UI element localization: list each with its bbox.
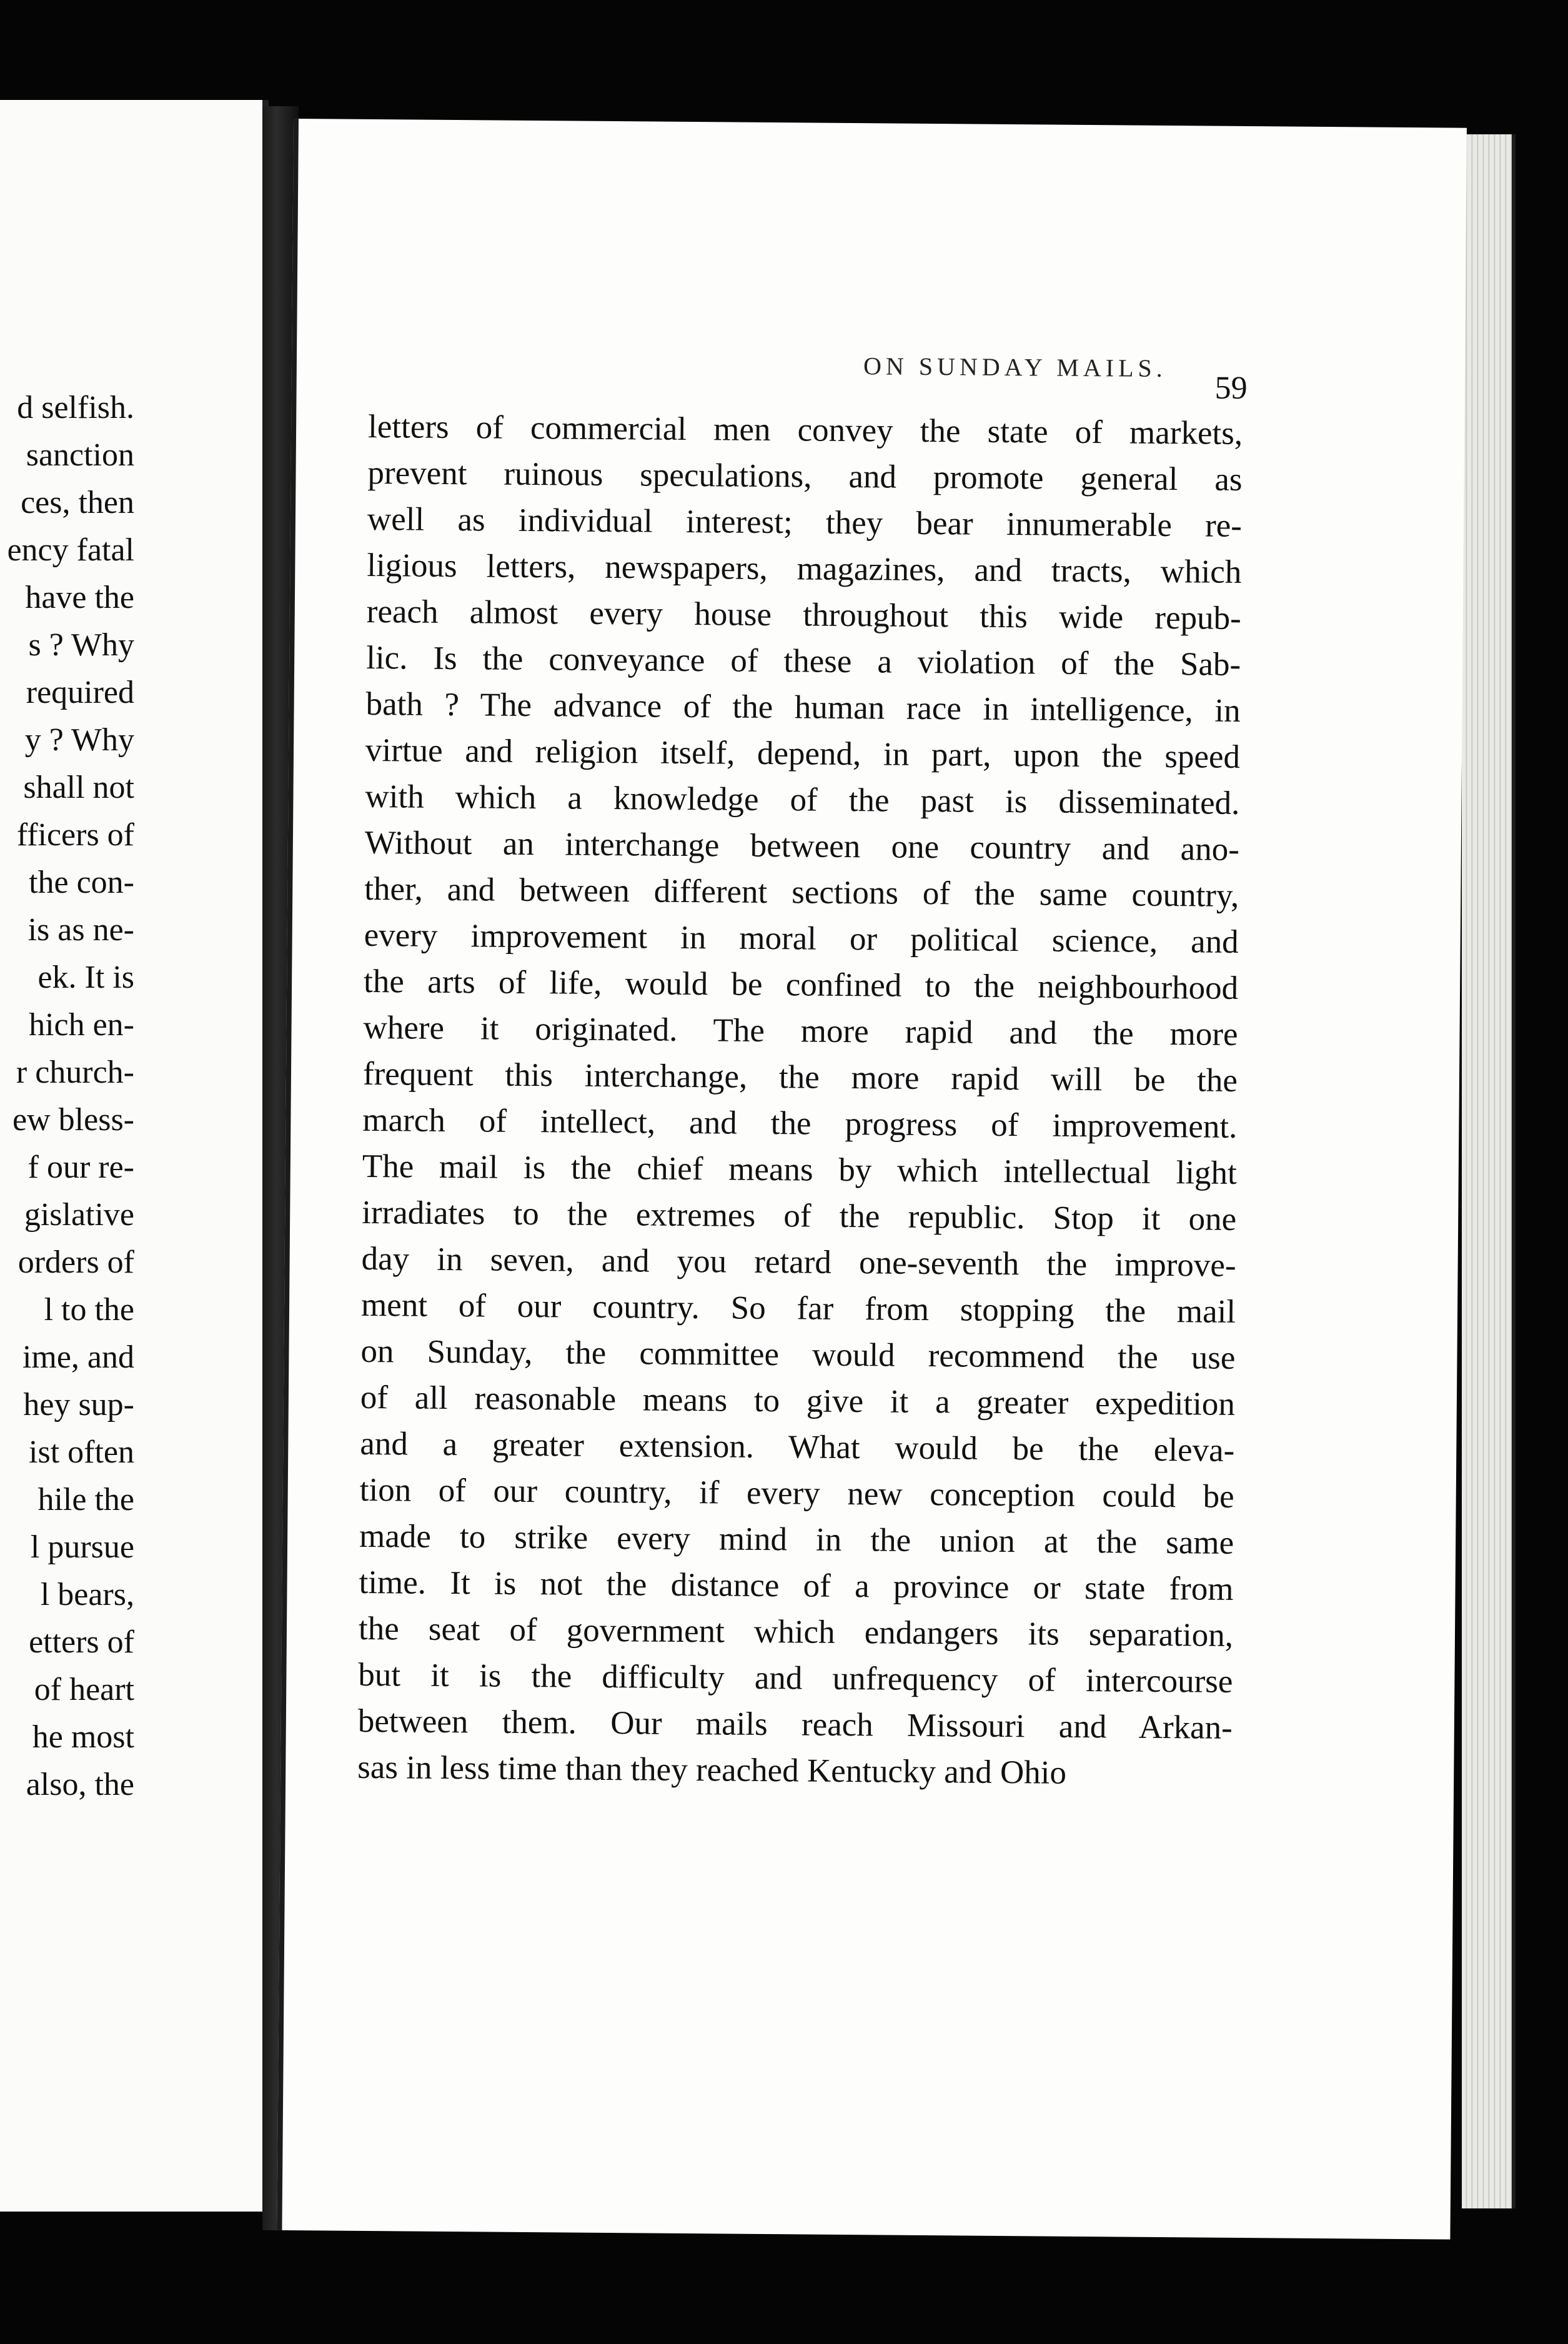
body-line: ment of our country. So far from stopping the mail	[360, 1286, 1236, 1330]
body-line: on Sunday, the committee would recommend the use	[360, 1333, 1236, 1376]
body-line: march of intellect, and the progress of improvement.	[362, 1101, 1238, 1145]
body-line: bath ? The advance of the human race in intelligence, in	[365, 685, 1241, 729]
body-line: frequent this interchange, the more rapid will be the	[362, 1055, 1238, 1099]
left-page-line: required	[26, 675, 134, 710]
body-line: Without an interchange between one country and ano-	[364, 824, 1240, 868]
left-page-line: ist often	[29, 1434, 134, 1470]
left-page-line: have the	[25, 580, 134, 615]
left-page-line: ency fatal	[7, 532, 134, 568]
body-line: ther, and between different sections of the same country,	[364, 870, 1239, 914]
left-page-line: is as ne-	[27, 912, 134, 948]
body-line: time. It is not the distance of a province or state from	[359, 1564, 1234, 1607]
left-page-line: orders of	[17, 1244, 134, 1280]
body-line: virtue and religion itself, depend, in part, upon the speed	[365, 732, 1241, 775]
left-page-line: the con-	[29, 865, 134, 900]
body-line: day in seven, and you retard one-seventh the improve-	[361, 1240, 1236, 1284]
left-page-line: r church-	[16, 1055, 134, 1090]
running-head: ON SUNDAY MAILS.	[863, 352, 1167, 382]
body-line: the seat of government which endangers its separation,	[358, 1610, 1234, 1654]
page-stack-edge	[1462, 134, 1516, 2208]
body-line: reach almost every house throughout this wide repub-	[366, 593, 1241, 637]
body-line: but it is the difficulty and unfrequency of intercourse	[358, 1656, 1233, 1700]
left-page-line: shall not	[23, 770, 134, 805]
left-page-line: d selfish.	[17, 390, 134, 425]
left-page-line: hich en-	[29, 1007, 134, 1043]
left-page-line: he most	[32, 1719, 134, 1755]
left-facing-page	[0, 100, 269, 2212]
left-page-line: ime, and	[22, 1339, 134, 1375]
left-page-line: l to the	[44, 1292, 134, 1328]
left-page-line: etters of	[29, 1624, 134, 1660]
left-page-line: ces, then	[21, 485, 134, 520]
left-page-line: ek. It is	[37, 960, 134, 995]
page-number: 59	[1214, 370, 1248, 407]
body-line: tion of our country, if every new conception could be	[359, 1471, 1234, 1515]
body-line: the arts of life, would be confined to the neighbourhood	[363, 963, 1239, 1006]
left-page-line: hey sup-	[23, 1387, 134, 1423]
left-page-line: of heart	[34, 1672, 134, 1707]
left-page-text-fragments	[7, 384, 134, 1809]
body-line: between them. Our mails reach Missouri and Arkan-	[357, 1702, 1233, 1746]
body-line: made to strike every mind in the union at the same	[359, 1517, 1234, 1561]
body-line: prevent ruinous speculations, and promote general as	[367, 454, 1243, 498]
body-line: of all reasonable means to give it a greater expedition	[360, 1379, 1236, 1423]
left-page-line: s ? Why	[28, 627, 134, 663]
body-line: letters of commercial men convey the state of markets,	[367, 408, 1243, 452]
left-page-line: l bears,	[40, 1577, 134, 1612]
body-line: ligious letters, newspapers, magazines, and tracts, which	[367, 547, 1242, 590]
body-line: with which a knowledge of the past is disseminated.	[365, 778, 1240, 822]
left-page-line: f our re-	[27, 1150, 134, 1185]
body-text	[357, 404, 1243, 1797]
left-page-line: hile the	[37, 1482, 134, 1517]
left-page-line: gislative	[24, 1197, 134, 1233]
body-line: well as individual interest; they bear innumerable re-	[367, 500, 1243, 544]
left-page-line: ew bless-	[12, 1102, 134, 1138]
left-page-line: also, the	[26, 1767, 134, 1802]
left-page-line: y ? Why	[24, 722, 134, 758]
body-line: irradiates to the extremes of the republic. Stop it one	[362, 1194, 1237, 1238]
left-page-line: fficers of	[16, 817, 134, 853]
body-line: sas in less time than they reached Kentucky and Ohio	[357, 1749, 1067, 1791]
body-line: and a greater extension. What would be the eleva-	[360, 1425, 1235, 1469]
right-page	[277, 119, 1466, 2240]
body-line: lic. Is the conveyance of these a violation of the Sab-	[365, 639, 1241, 683]
body-line: The mail is the chief means by which intellectual light	[362, 1148, 1238, 1191]
left-page-line: l pursue	[30, 1529, 134, 1565]
left-page-line: sanction	[26, 437, 134, 473]
body-line: where it originated. The more rapid and the more	[363, 1009, 1238, 1053]
body-line: every improvement in moral or political science, and	[364, 916, 1239, 960]
